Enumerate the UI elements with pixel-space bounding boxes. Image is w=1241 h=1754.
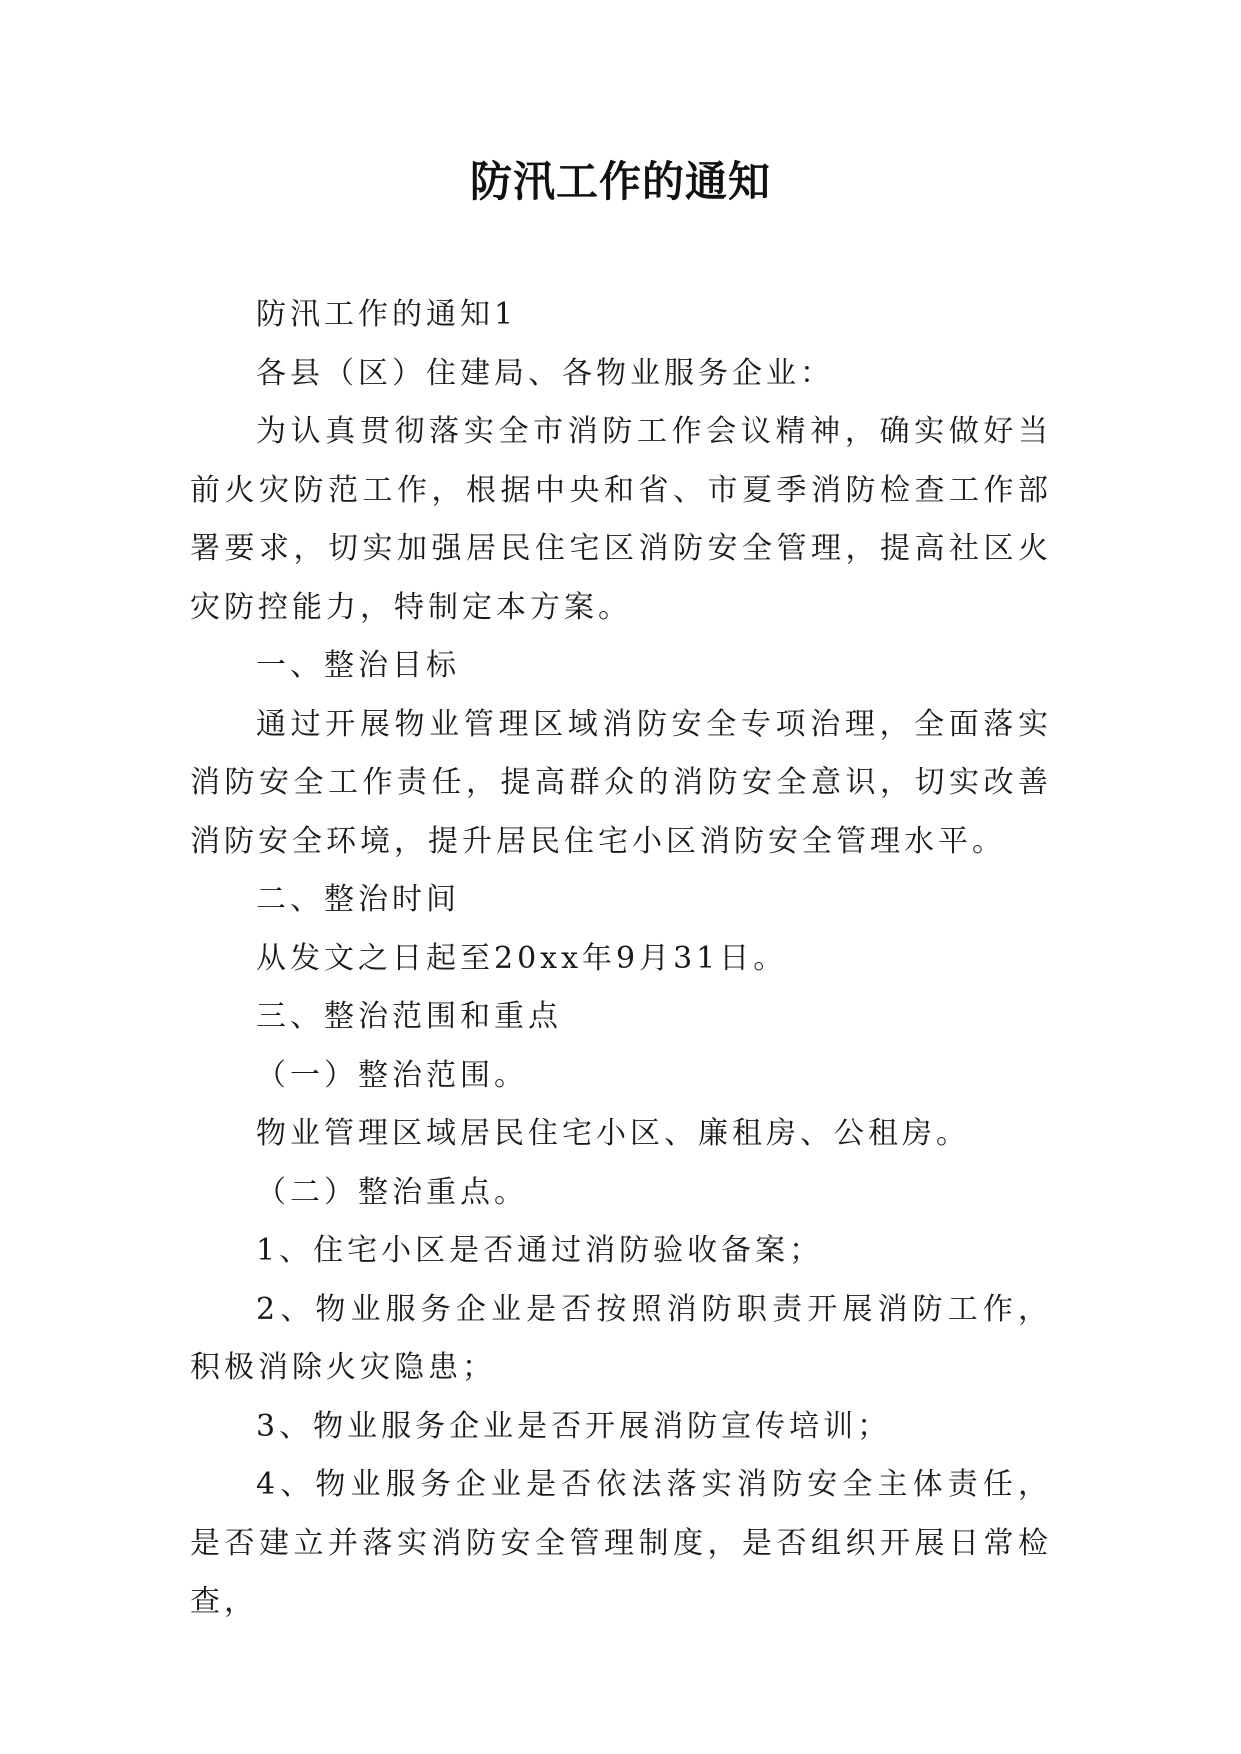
section-heading-scope: 三、整治范围和重点 <box>256 999 562 1034</box>
document-title: 防汛工作的通知 <box>469 157 771 206</box>
list-item: 3、物业服务企业是否开展消防宣传培训； <box>256 1408 892 1444</box>
list-item: 1、住宅小区是否通过消防验收备案； <box>256 1233 824 1268</box>
section-heading-goal: 一、整治目标 <box>256 648 460 683</box>
document-body <box>190 286 1052 1632</box>
intro-paragraph: 为认真贯彻落实全市消防工作会议精神，确实做好当前火灾防范工作，根据中央和省、市夏季消防检查工作部署要求，切实加强居民住宅区消防安全管理，提高社区火灾防控能力，特制定本方案。 <box>190 414 1052 625</box>
salutation: 各县（区）住建局、各物业服务企业： <box>256 355 834 391</box>
notice-heading: 防汛工作的通知1 <box>256 297 518 332</box>
section-heading-time: 二、整治时间 <box>256 882 460 917</box>
time-paragraph: 从发文之日起至20xx年9月31日。 <box>256 940 788 976</box>
goal-paragraph: 通过开展物业管理区域消防安全专项治理，全面落实消防安全工作责任，提高群众的消防安全意识，切实改善消防安全环境，提升居民住宅小区消防安全管理水平。 <box>190 706 1052 859</box>
list-item: 4、物业服务企业是否依法落实消防安全主体责任，是否建立并落实消防安全管理制度，是否组织开展日常检查， <box>190 1467 1052 1619</box>
subsection-heading-scope: （一）整治范围。 <box>256 1057 528 1093</box>
subsection-heading-focus: （二）整治重点。 <box>256 1174 528 1210</box>
scope-paragraph: 物业管理区域居民住宅小区、廉租房、公租房。 <box>256 1116 970 1151</box>
list-item: 2、物业服务企业是否按照消防职责开展消防工作，积极消除火灾隐患； <box>190 1291 1052 1385</box>
